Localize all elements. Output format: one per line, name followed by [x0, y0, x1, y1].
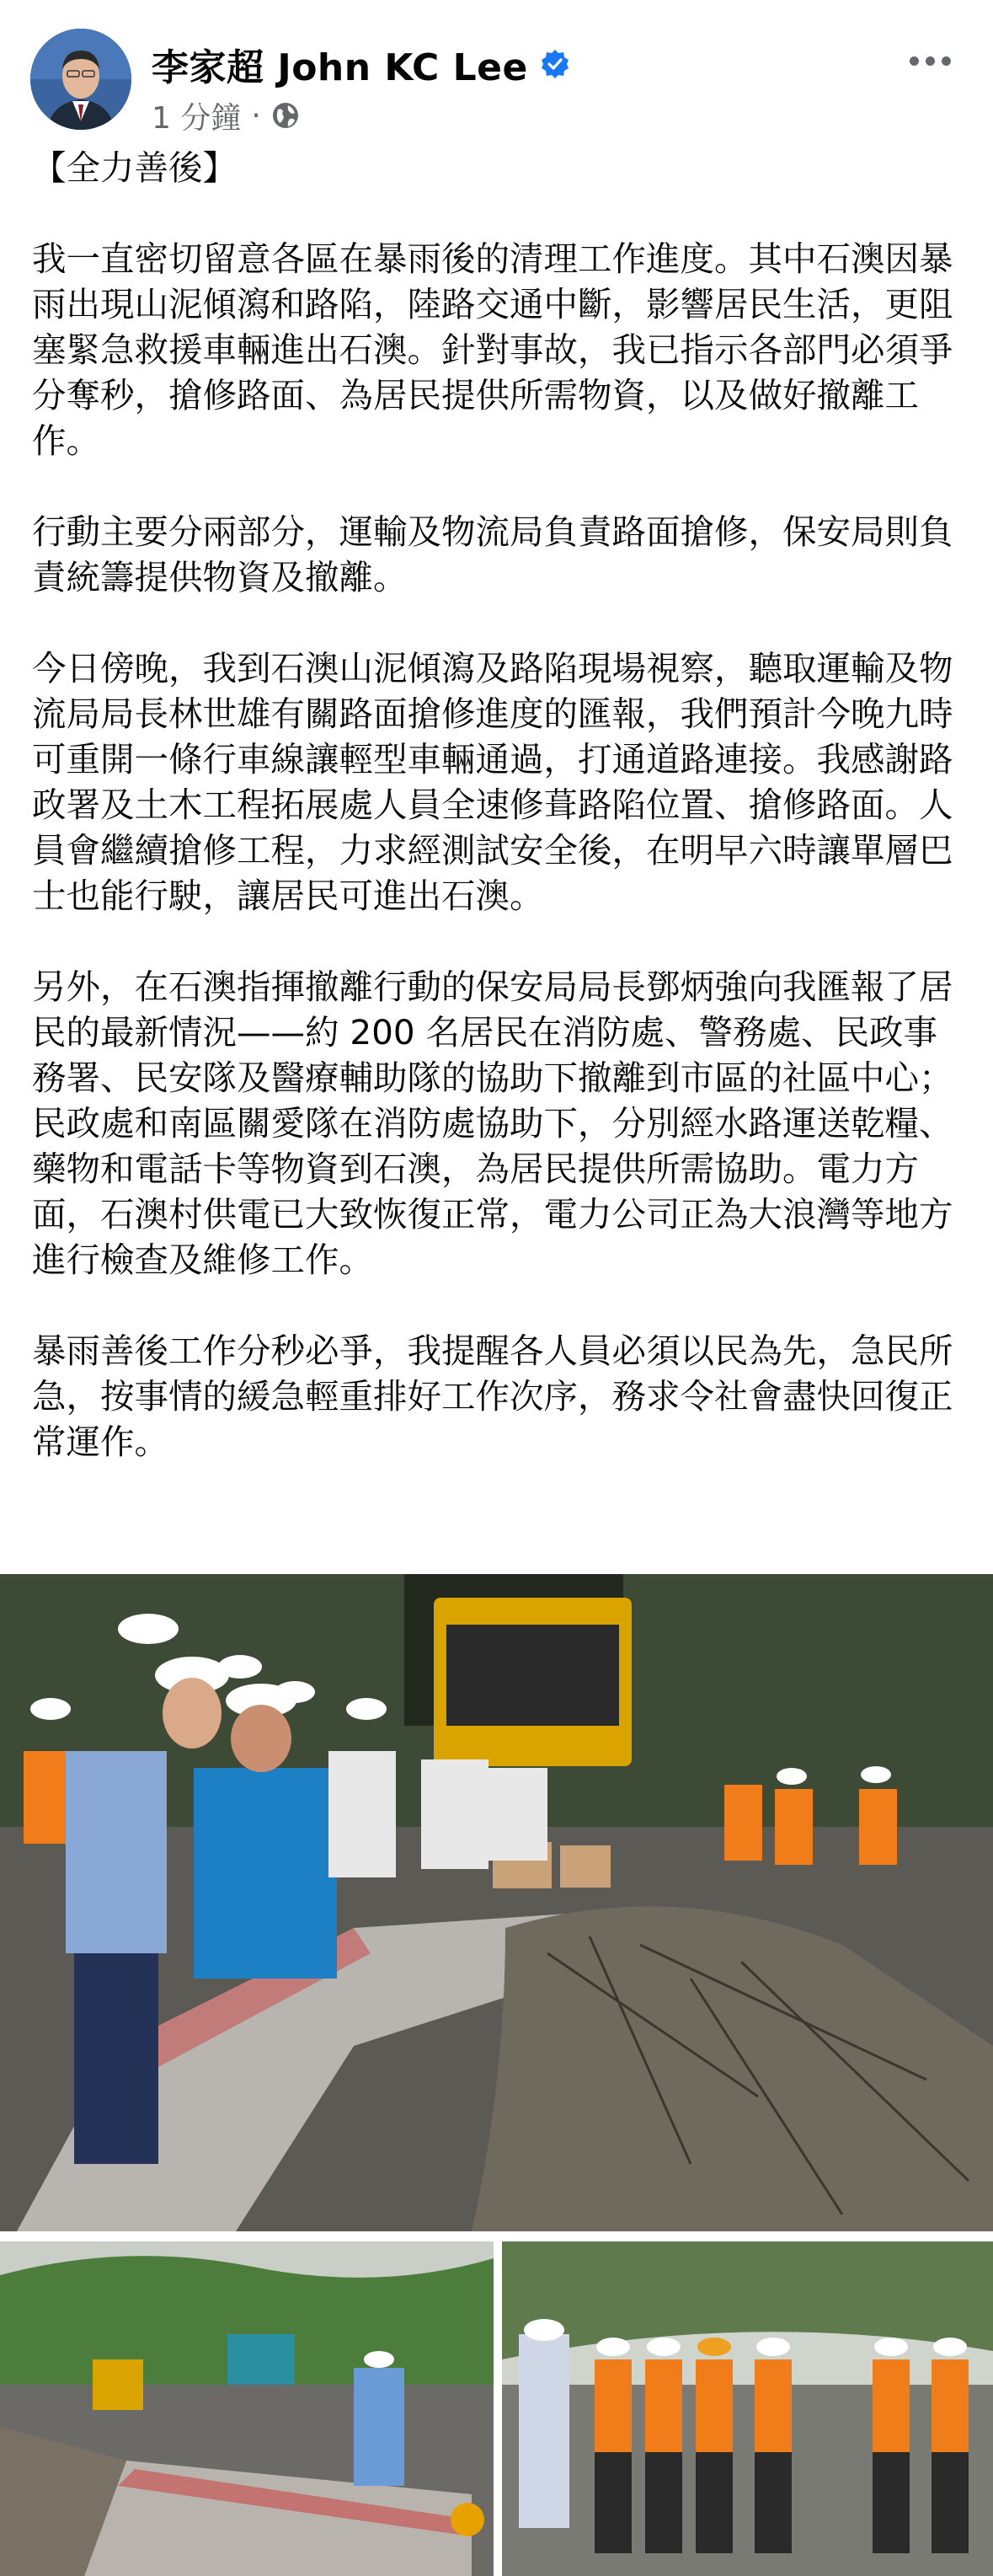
more-dot-icon — [926, 56, 935, 66]
more-options-button[interactable] — [900, 44, 959, 78]
post-header — [0, 0, 993, 147]
author-row — [152, 37, 570, 91]
post-paragraph: 今日傍晚，我到石澳山泥傾瀉及路陷現場視察，聽取運輸及物流局局長林世雄有關路面搶修進度的匯報，我們預計今晚九時可重開一條行車線讓輕型車輛通過，打通道路連接。我感謝路政署及土木工程拓展處人員全速修葺路陷位置、搶修路面。人員會繼續搶修工程，力求經測試安全後，在明早六時讓單層巴士也能行駛，讓居民可進出石澳。 — [32, 648, 953, 916]
more-dot-icon — [942, 56, 951, 66]
post-body — [32, 145, 967, 1510]
post-photo-main[interactable] — [0, 1574, 993, 2231]
profile-photo — [30, 29, 131, 130]
author-name[interactable]: 李家超 John KC Lee — [152, 46, 528, 89]
author-avatar[interactable] — [30, 29, 131, 130]
post-photo-secondary-right[interactable] — [502, 2241, 993, 2576]
verified-badge-icon — [540, 49, 570, 79]
post-paragraph: 暴雨善後工作分秒必爭，我提醒各人員必須以民為先，急民所急，按事情的緩急輕重排好工作次序，務求令社會盡快回復正常運作。 — [32, 1331, 953, 1462]
post-paragraph: 另外，在石澳指揮撤離行動的保安局局長鄧炳強向我匯報了居民的最新情況——約 200 名居民在消防處、警務處、民政事務署、民安隊及醫療輔助隊的協助下撤離到市區的社區中心；民政處和南區關愛隊在消防處協助下，分別經水路運送乾糧、藥物和電話卡等物資到石澳，為居民提供所需協助。電力方面，石澳村供電已大致恢復正常，電力公司正為大浪灣等地方進行檢查及維修工作。 — [32, 967, 953, 1280]
more-dot-icon — [910, 56, 919, 66]
globe-icon[interactable] — [271, 101, 300, 130]
post-heading: 【全力善後】 — [32, 147, 237, 188]
meta-separator: · — [251, 98, 261, 133]
post-paragraph: 我一直密切留意各區在暴雨後的清理工作進度。其中石澳因暴雨出現山泥傾瀉和路陷，陸路交通中斷，影響居民生活，更阻塞緊急救援車輛進出石澳。針對事故，我已指示各部門必須爭分奪秒，搶修路面、為居民提供所需物資，以及做好撤離工作。 — [32, 238, 953, 461]
post-paragraph: 行動主要分兩部分，運輸及物流局負責路面搶修，保安局則負責統籌提供物資及撤離。 — [32, 511, 953, 597]
post-photo-secondary-left[interactable] — [0, 2241, 494, 2576]
post-timestamp[interactable]: 1 分鐘 — [152, 100, 242, 136]
post-meta — [152, 94, 300, 137]
